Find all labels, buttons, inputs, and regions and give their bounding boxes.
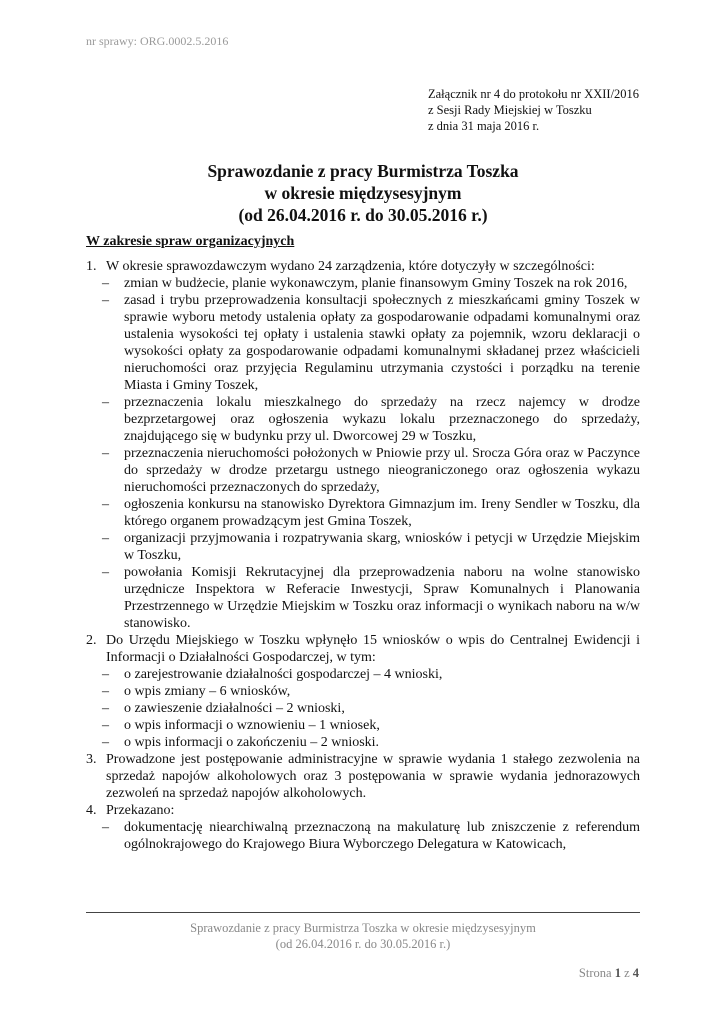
bullet-text: o wpis informacji o wznowieniu – 1 wniosek,	[124, 718, 380, 733]
page-prefix: Strona	[578, 966, 612, 980]
bullet-text: o zarejestrowanie działalności gospodarczej – 4 wnioski,	[124, 667, 443, 682]
numbered-item	[86, 751, 640, 802]
case-number: nr sprawy: ORG.0002.5.2016	[86, 34, 229, 48]
bullet-text: przeznaczenia lokalu mieszkalnego do sprzedaży na rzecz najemcy w drodze bezprzetargowej oraz ogłoszenia wykazu lokalu przeznaczonego do sprzedaży, znajdującego się w budynku przy ul. Dworcowej 29 w Toszku,	[124, 395, 640, 444]
numbered-item	[86, 258, 640, 632]
dash-marker: –	[102, 718, 109, 733]
bullet-text: o wpis zmiany – 6 wniosków,	[124, 684, 291, 699]
title-line: (od 26.04.2016 r. do 30.05.2016 r.)	[238, 205, 488, 225]
bullet-text: o wpis informacji o zakończeniu – 2 wnioski.	[124, 735, 380, 750]
bullet-text: zmian w budżecie, planie wykonawczym, planie finansowym Gminy Toszek na rok 2016,	[124, 276, 628, 291]
bullet-text: zasad i trybu przeprowadzenia konsultacji społecznych z mieszkańcami gminy Toszek w sprawie wyboru metody ustalenia opłaty za gospodarowanie odpadami komunalnymi oraz ustalenia wysokości tej opłaty i ustalenia stawki opłaty za pojemnik, wzoru deklaracji o wysokości opłaty za gospodarowanie odpadami komunalnymi składanej przez właścicieli nieruchomości oraz przyjęcia Regulaminu utrzymania czystości i porządku na terenie Miasta i Gminy Toszek,	[124, 293, 640, 393]
dash-marker: –	[102, 667, 109, 682]
dash-marker: –	[102, 820, 109, 835]
title-line: w okresie międzysesyjnym	[264, 183, 462, 203]
item-text: Prowadzone jest postępowanie administracyjne w sprawie wydania 1 stałego zezwolenia na sprzedaż napojów alkoholowych oraz 3 postępowania w sprawie wydania jednorazowych zezwoleń na sprzedaż napojów alkoholowych.	[106, 752, 640, 801]
section-heading: W zakresie spraw organizacyjnych	[86, 234, 295, 249]
title-line: Sprawozdanie z pracy Burmistrza Toszka	[207, 161, 519, 181]
item-paragraph	[86, 632, 640, 666]
bullet-item	[86, 734, 640, 751]
bullet-text: organizacji przyjmowania i rozpatrywania skarg, wniosków i petycji w Urzędzie Miejskim w Toszku,	[124, 531, 640, 563]
numbered-item	[86, 632, 640, 751]
bullet-text: dokumentację niearchiwalną przeznaczoną na makulaturę lub zniszczenie z referendum ogólnokrajowego do Krajowego Biura Wyborczego Delegatura w Katowicach,	[124, 820, 640, 852]
page-sep: z	[624, 966, 630, 980]
dash-marker: –	[102, 446, 109, 461]
page-current: 1	[614, 966, 621, 980]
bullet-item	[86, 394, 640, 445]
bullet-text: przeznaczenia nieruchomości położonych w Pniowie przy ul. Srocza Góra oraz w Paczynce do sprzedaży w drodze przetargu ustnego nieograniczonego oraz ogłoszenia wykazu nieruchomości przeznaczonych do sprzedaży,	[124, 446, 640, 495]
dash-marker: –	[102, 735, 109, 750]
page-total: 4	[632, 966, 639, 980]
bullet-item	[86, 683, 640, 700]
dash-marker: –	[102, 701, 109, 716]
dash-marker: –	[102, 497, 109, 512]
bullet-item	[86, 717, 640, 734]
item-number: 2.	[86, 633, 97, 648]
bullet-item	[86, 275, 640, 292]
attachment-note	[428, 86, 639, 134]
item-paragraph	[86, 258, 640, 275]
numbered-item	[86, 802, 640, 853]
bullet-item	[86, 530, 640, 564]
page-footer	[86, 920, 640, 952]
dash-marker: –	[102, 276, 109, 291]
bullet-text: o zawieszenie działalności – 2 wnioski,	[124, 701, 345, 716]
footer-line: (od 26.04.2016 r. do 30.05.2016 r.)	[275, 937, 451, 951]
attachment-line: Załącznik nr 4 do protokołu nr XXII/2016	[428, 87, 640, 101]
footer-divider	[86, 912, 640, 913]
attachment-line: z Sesji Rady Miejskiej w Toszku	[428, 103, 592, 117]
bullet-text: ogłoszenia konkursu na stanowisko Dyrektora Gimnazjum im. Ireny Sendler w Toszku, dla którego organem prowadzącym jest Gmina Toszek,	[124, 497, 640, 529]
report-body	[86, 258, 640, 853]
item-number: 4.	[86, 803, 97, 818]
bullet-item	[86, 819, 640, 853]
dash-marker: –	[102, 293, 109, 308]
item-paragraph	[86, 751, 640, 802]
bullet-item	[86, 445, 640, 496]
item-number: 3.	[86, 752, 97, 767]
page-number	[579, 966, 639, 981]
document-title	[86, 160, 640, 226]
item-text: Przekazano:	[106, 803, 175, 818]
bullet-item	[86, 496, 640, 530]
bullet-item	[86, 564, 640, 632]
item-paragraph	[86, 802, 640, 819]
bullet-item	[86, 700, 640, 717]
bullet-item	[86, 666, 640, 683]
dash-marker: –	[102, 684, 109, 699]
item-number: 1.	[86, 259, 97, 274]
item-text: Do Urzędu Miejskiego w Toszku wpłynęło 15 wniosków o wpis do Centralnej Ewidencji i Informacji o Działalności Gospodarczej, w tym:	[106, 633, 640, 665]
attachment-line: z dnia 31 maja 2016 r.	[428, 119, 540, 133]
dash-marker: –	[102, 531, 109, 546]
bullet-item	[86, 292, 640, 394]
item-text: W okresie sprawozdawczym wydano 24 zarządzenia, które dotyczyły w szczególności:	[106, 259, 595, 274]
dash-marker: –	[102, 565, 109, 580]
bullet-text: powołania Komisji Rekrutacyjnej dla przeprowadzenia naboru na wolne stanowisko urzędnicze Inspektora w Referacie Inwestycji, Spraw Komunalnych i Planowania Przestrzennego w Urzędzie Miejskim w Toszku oraz informacji o wynikach naboru na w/w stanowisko.	[124, 565, 640, 631]
footer-line: Sprawozdanie z pracy Burmistrza Toszka w okresie międzysesyjnym	[190, 921, 536, 935]
dash-marker: –	[102, 395, 109, 410]
